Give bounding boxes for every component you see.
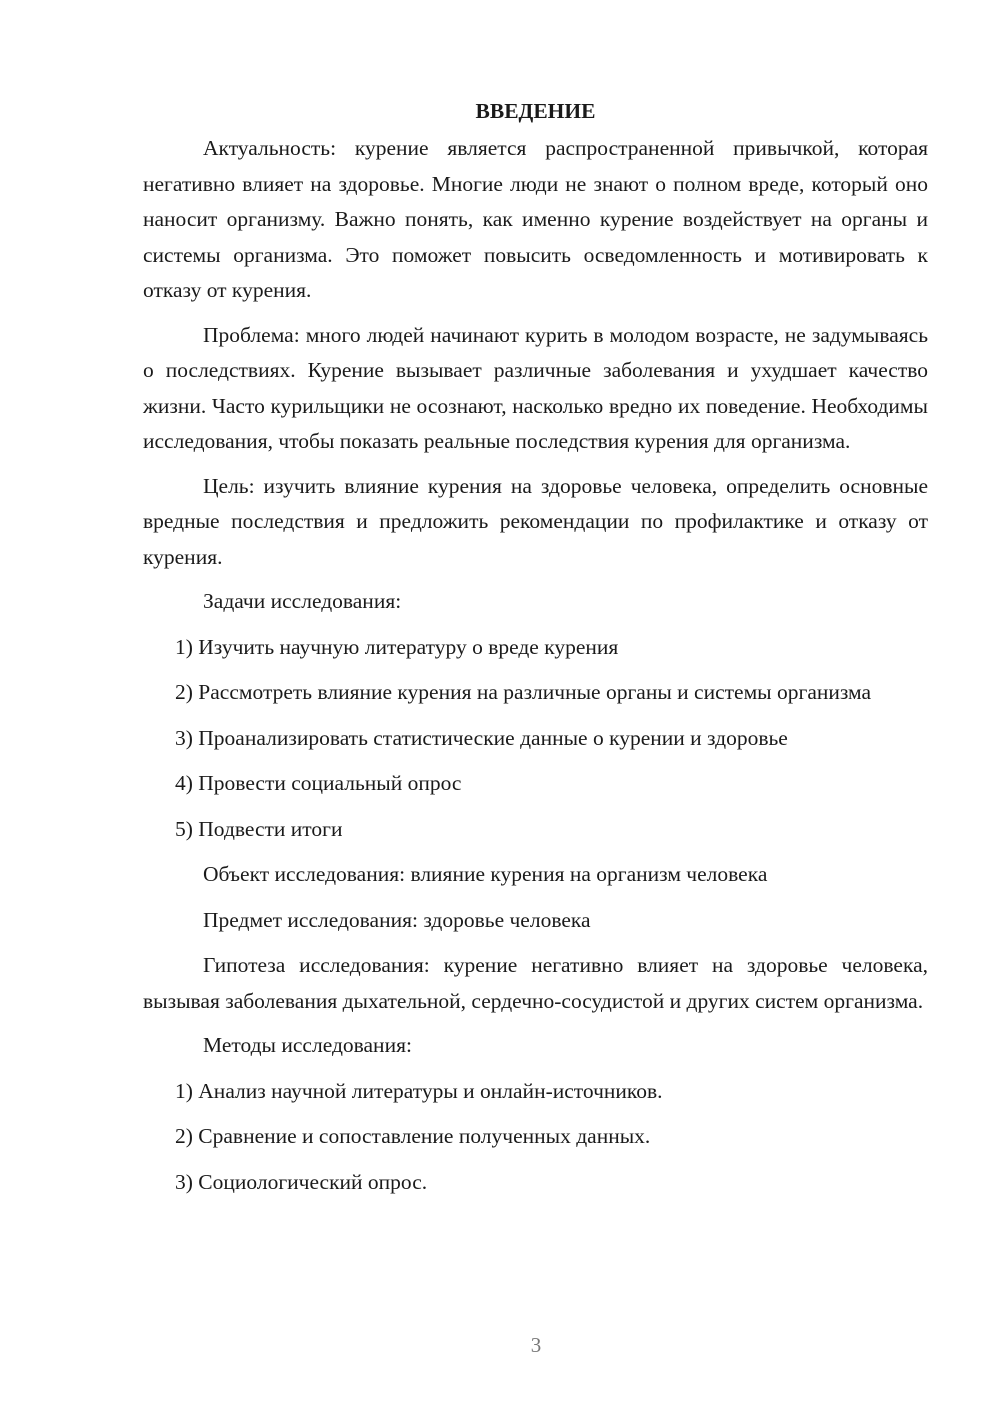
section-title: ВВЕДЕНИЕ [475, 99, 596, 123]
tasks-heading: Задачи исследования: [203, 589, 402, 613]
object-line: Объект исследования: влияние курения на организм человека [203, 862, 768, 886]
method-item: 1) Анализ научной литературы и онлайн-источников. [175, 1078, 663, 1103]
hypothesis-paragraph: Гипотеза исследования: курение негативно влияет на здоровье человека, вызывая заболевания дыхательной, сердечно-сосудистой и других систем организма. [143, 953, 928, 1013]
subject-line: Предмет исследования: здоровье человека [203, 907, 591, 932]
method-item: 3) Социологический опрос. [175, 1169, 428, 1194]
task-item: 1) Изучить научную литературу о вреде курения [175, 634, 619, 659]
document-page [143, 96, 928, 1210]
goal-paragraph: Цель: изучить влияние курения на здоровье человека, определить основные вредные последствия и предложить рекомендации по профилактике и отказу от курения. [143, 473, 928, 569]
method-item: 2) Сравнение и сопоставление полученных данных. [175, 1124, 651, 1148]
task-item: 5) Подвести итоги [175, 816, 343, 841]
problem-paragraph: Проблема: много людей начинают курить в молодом возрасте, не задумываясь о последствиях. Курение вызывает различные заболевания и ухудшает качество жизни. Часто курильщики не осознают, насколько вредно их поведение. Необходимы исследования, чтобы показать реальные последствия курения для организма. [143, 322, 928, 453]
page-number: 3 [530, 1333, 542, 1357]
methods-heading: Методы исследования: [203, 1033, 412, 1057]
task-item: 2) Рассмотреть влияние курения на различные органы и системы организма [175, 680, 872, 704]
task-item: 3) Проанализировать статистические данные о курении и здоровье [175, 725, 788, 750]
relevance-paragraph: Актуальность: курение является распространенной привычкой, которая негативно влияет на здоровье. Многие люди не знают о полном вреде, который оно наносит организму. Важно понять, как именно курение воздействует на органы и системы организма. Это поможет повысить осведомленность и мотивировать к отказу от курения. [143, 136, 928, 302]
task-item: 4) Провести социальный опрос [175, 771, 462, 795]
